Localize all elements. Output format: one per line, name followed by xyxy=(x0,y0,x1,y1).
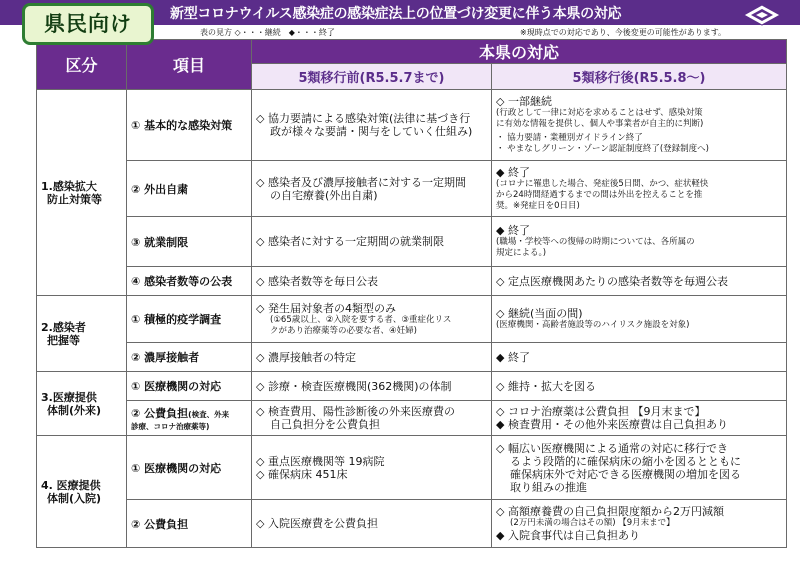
response-table xyxy=(36,39,787,548)
after-cell: ◇ 幅広い医療機関による通常の対応に移行でき るよう段階的に確保病床の縮小を図るとともに 確保病床外で対応できる医療機関の増加を図る 取り組みの推進 xyxy=(492,436,787,500)
category-cell: 3.医療提供 体制(外来) xyxy=(37,372,127,436)
before-cell: ◇ 感染者及び濃厚接触者に対する一定期間 の自宅療養(外出自粛) xyxy=(252,161,492,217)
header-prefecture-response: 本県の対応 xyxy=(252,40,787,64)
table-row xyxy=(37,90,787,161)
item-cell: ② 外出自粛 xyxy=(127,161,252,217)
item-cell: ① 医療機関の対応 xyxy=(127,436,252,500)
before-cell: ◇ 協力要請による感染対策(法律に基づき行 政が様々な要請・関与をしていく仕組み) xyxy=(252,90,492,161)
prefecture-logo-icon xyxy=(742,3,782,29)
before-cell: ◇ 発生届対象者の4類型のみ (①65歳以上、②入院を要する者、③重症化リス クがあり治療薬等の必要な者、④妊婦) xyxy=(252,296,492,343)
audience-badge: 県民向け xyxy=(22,3,154,45)
header-item: 項目 xyxy=(127,40,252,90)
table-row xyxy=(37,296,787,343)
item-cell: ① 医療機関の対応 xyxy=(127,372,252,401)
item-cell: ① 積極的疫学調査 xyxy=(127,296,252,343)
item-cell: ② 濃厚接触者 xyxy=(127,343,252,372)
table-row xyxy=(37,267,787,296)
after-cell: ◇ 高額療養費の自己負担限度額から2万円減額 (2万円未満の場合はその額) 【9月末まで】 ◆ 入院食事代は自己負担あり xyxy=(492,500,787,548)
category-cell: 1.感染拡大 防止対策等 xyxy=(37,90,127,296)
table-row xyxy=(37,161,787,217)
category-cell: 4. 医療提供 体制(入院) xyxy=(37,436,127,548)
table-row xyxy=(37,343,787,372)
item-cell: ② 公費負担(検査、外来 診療、コロナ治療薬等) xyxy=(127,401,252,436)
item-cell: ④ 感染者数等の公表 xyxy=(127,267,252,296)
before-cell: ◇ 診療・検査医療機関(362機関)の体制 xyxy=(252,372,492,401)
before-cell: ◇ 重点医療機関等 19病院 ◇ 確保病床 451床 xyxy=(252,436,492,500)
header-category: 区分 xyxy=(37,40,127,90)
before-cell: ◇ 感染者数等を毎日公表 xyxy=(252,267,492,296)
before-cell: ◇ 入院医療費を公費負担 xyxy=(252,500,492,548)
item-cell: ③ 就業制限 xyxy=(127,217,252,267)
after-cell: ◇ 継続(当面の間) (医療機関・高齢者施設等のハイリスク施設を対象) xyxy=(492,296,787,343)
table-row xyxy=(37,401,787,436)
legend: 表の見方 ◇・・・継続 ◆・・・終了 xyxy=(200,28,335,37)
before-cell: ◇ 検査費用、陽性診断後の外来医療費の 自己負担分を公費負担 xyxy=(252,401,492,436)
category-cell: 2.感染者 把握等 xyxy=(37,296,127,372)
table-row xyxy=(37,217,787,267)
disclaimer-note: ※現時点での対応であり、今後変更の可能性があります。 xyxy=(520,28,727,37)
table-row xyxy=(37,372,787,401)
page-title: 新型コロナウイルス感染症の感染症法上の位置づけ変更に伴う本県の対応 xyxy=(170,6,622,22)
after-cell: ◇ 維持・拡大を図る xyxy=(492,372,787,401)
after-cell: ◇ 定点医療機関あたりの感染者数等を毎週公表 xyxy=(492,267,787,296)
table-row xyxy=(37,500,787,548)
before-cell: ◇ 感染者に対する一定期間の就業制限 xyxy=(252,217,492,267)
after-cell: ◆ 終了 xyxy=(492,343,787,372)
item-cell: ② 公費負担 xyxy=(127,500,252,548)
table-row xyxy=(37,436,787,500)
after-cell: ◆ 終了 (職場・学校等への復帰の時期については、各所属の 規定による。) xyxy=(492,217,787,267)
after-cell: ◇ 一部継続 (行政として一律に対応を求めることはせず、感染対策 に有効な情報を提供し、個人や事業者が自主的に判断) ・ 協力要請・業種別ガイドライン終了 ・ やまなしグリーン・ゾーン認証制度終了(登録制度へ) xyxy=(492,90,787,161)
header-before: 5類移行前(R5.5.7まで) xyxy=(252,64,492,90)
header-after: 5類移行後(R5.5.8～) xyxy=(492,64,787,90)
after-cell: ◇ コロナ治療薬は公費負担 【9月末まで】 ◆ 検査費用・その他外来医療費は自己負担あり xyxy=(492,401,787,436)
item-cell: ① 基本的な感染対策 xyxy=(127,90,252,161)
after-cell: ◆ 終了 (コロナに罹患した場合、発症後5日間、かつ、症状軽快 から24時間経過するまでの間は外出を控えることを推 奨。※発症日を0日目) xyxy=(492,161,787,217)
before-cell: ◇ 濃厚接触者の特定 xyxy=(252,343,492,372)
